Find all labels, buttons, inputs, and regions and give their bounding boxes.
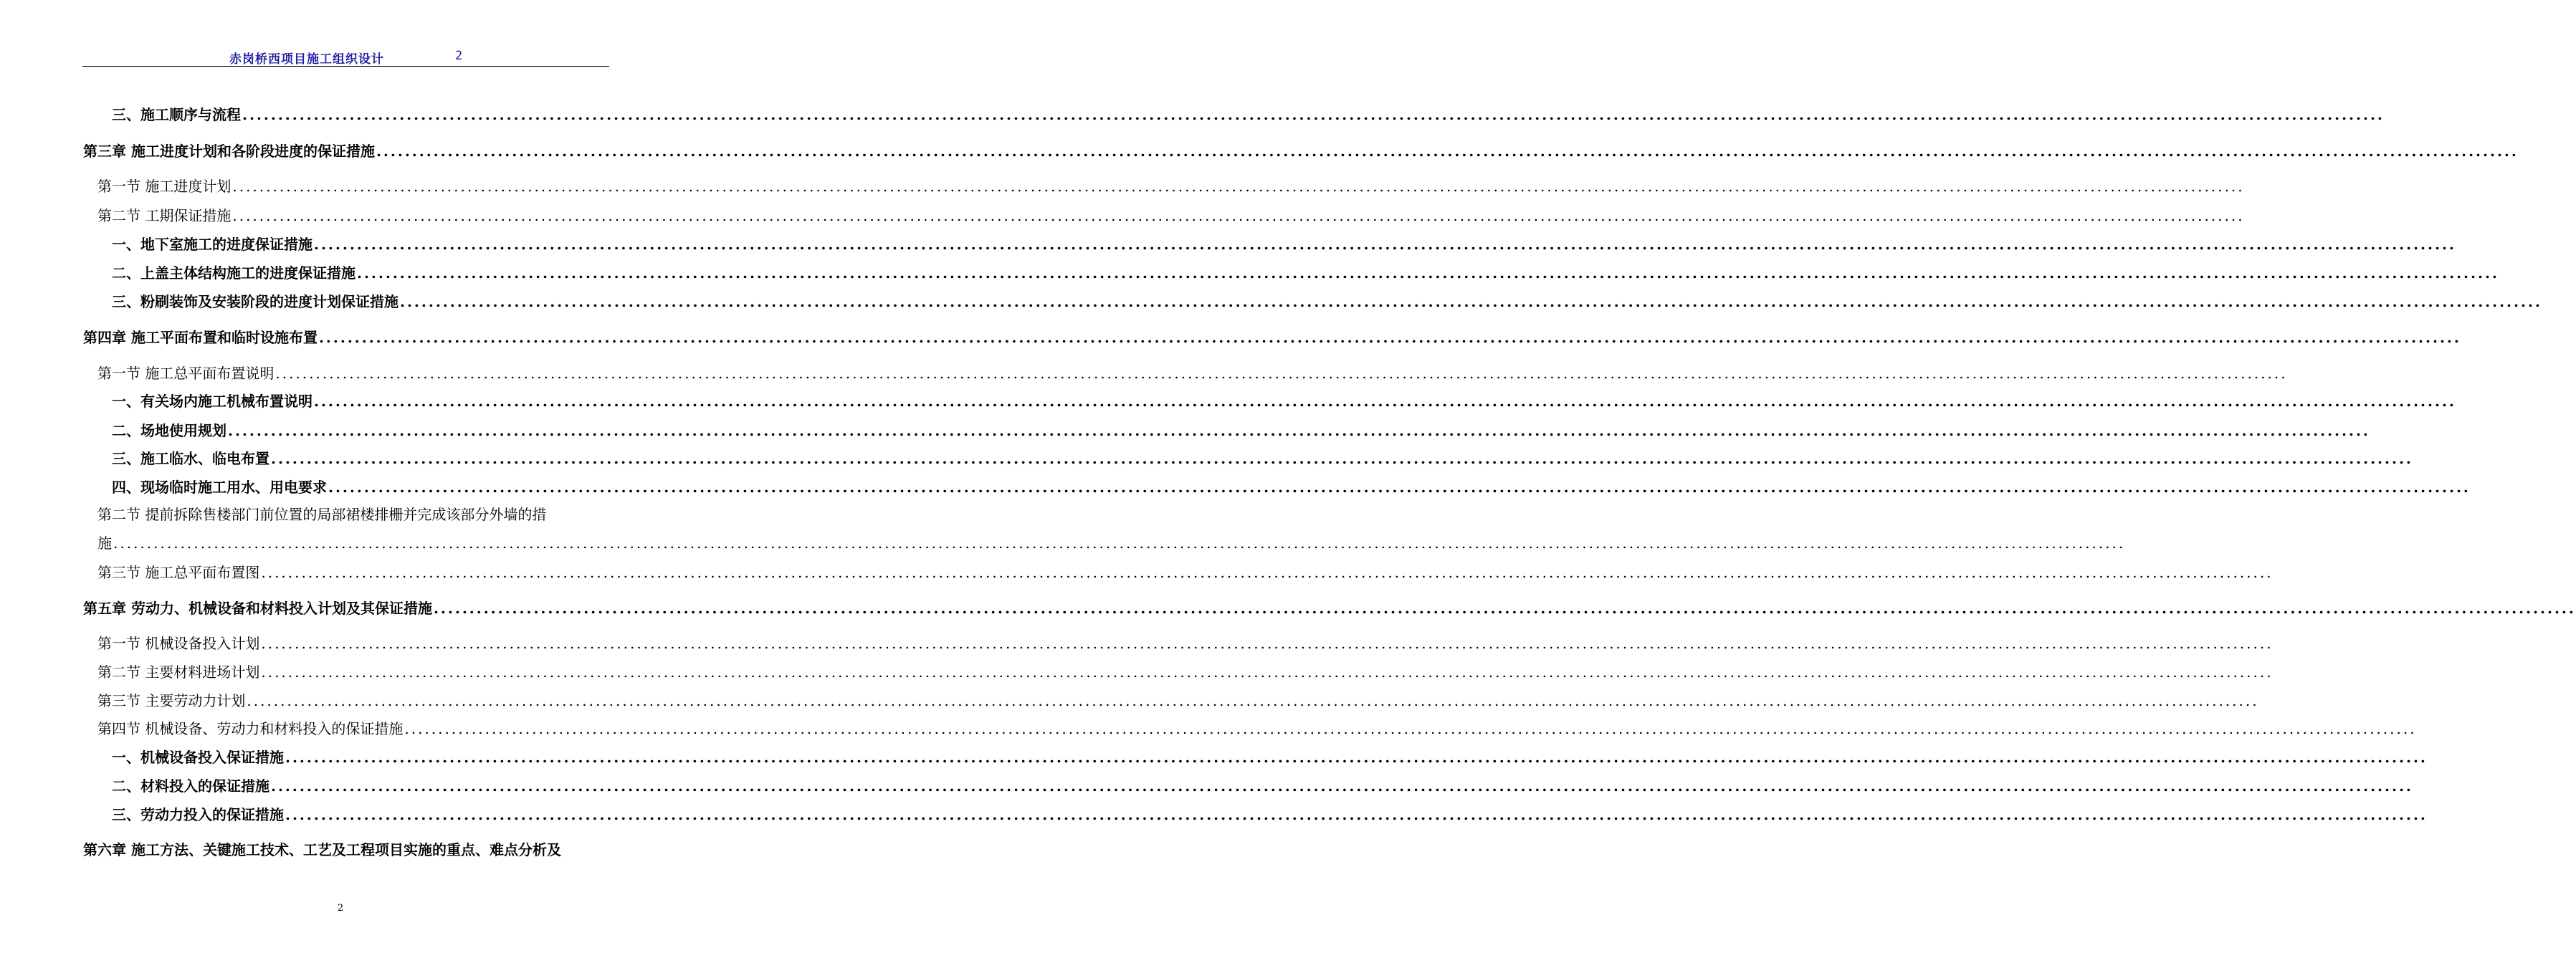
header-page-number: 2 — [455, 49, 463, 63]
toc-entry[interactable] — [112, 805, 2428, 825]
toc-entry[interactable] — [112, 105, 2385, 125]
toc-entry-title: 一、有关场内施工机械布置说明 — [112, 393, 313, 410]
toc-entry-title: 第二节 主要材料进场计划 — [97, 663, 260, 681]
toc-entry-title: 三、劳动力投入的保证措施 — [112, 806, 284, 823]
toc-entry[interactable] — [112, 391, 2456, 411]
toc-entry-title: 三、施工顺序与流程 — [112, 106, 241, 123]
toc-entry[interactable] — [97, 363, 2288, 383]
toc-entry-title: 三、粉刷装饰及安装阶段的进度计划保证措施 — [112, 293, 399, 310]
toc-chapter-six-line: 第六章 施工方法、关键施工技术、工艺及工程项目实施的重点、难点分析及 — [83, 841, 561, 858]
toc-leader-dots: ............................................................................................................................................................................................................................................................................................................ — [314, 393, 2456, 410]
toc-entry[interactable] — [112, 234, 2456, 254]
toc-entry-title: 第二节 工期保证措施 — [97, 207, 232, 224]
toc-entry-title: 二、场地使用规划 — [112, 422, 226, 439]
toc-entry[interactable] — [112, 477, 2471, 497]
toc-entry[interactable] — [83, 598, 2576, 618]
toc-entry-title: 第一节 施工进度计划 — [97, 178, 232, 195]
toc-leader-dots: ............................................................................................................................................................................................................................................................................................................ — [328, 479, 2471, 496]
toc-entry[interactable] — [97, 633, 2274, 653]
toc-leader-dots: ............................................................................................................................................................................................................................................................................................................ — [261, 564, 2274, 581]
toc-leader-dots: ............................................................................................................................................................................................................................................................................................................ — [228, 422, 2370, 439]
toc-entry[interactable] — [83, 141, 2519, 161]
toc-entry[interactable] — [97, 206, 2245, 226]
toc-entry[interactable] — [97, 662, 2274, 682]
toc-leader-dots: ............................................................................................................................................................................................................................................................................................................ — [271, 450, 2413, 467]
toc-entry-title: 第三节 施工总平面布置图 — [97, 564, 260, 581]
toc-leader-dots: ............................................................................................................................................................................................................................................................................................................ — [113, 535, 2126, 552]
toc-entry-wrapped-first-line: 第二节 提前拆除售楼部门前位置的局部裙楼排栅并完成该部分外墙的措 — [97, 506, 547, 523]
toc-leader-dots: ............................................................................................................................................................................................................................................................................................................ — [433, 600, 2576, 617]
toc-leader-dots: ............................................................................................................................................................................................................................................................................................................ — [232, 207, 2245, 224]
toc-entry-title: 第三节 主要劳动力计划 — [97, 692, 246, 709]
toc-entry[interactable] — [97, 176, 2245, 196]
toc-entry-title: 第四节 机械设备、劳动力和材料投入的保证措施 — [97, 720, 404, 737]
toc-leader-dots: ............................................................................................................................................................................................................................................................................................................ — [404, 720, 2417, 737]
toc-entry[interactable] — [83, 327, 2461, 348]
page-header — [82, 47, 609, 67]
toc-entry-title: 三、施工临水、临电布置 — [112, 450, 269, 467]
toc-leader-dots: ............................................................................................................................................................................................................................................................................................................ — [376, 143, 2519, 160]
toc-leader-dots: ............................................................................................................................................................................................................................................................................................................ — [261, 663, 2274, 681]
toc-entry[interactable] — [97, 691, 2259, 711]
toc-leader-dots: ............................................................................................................................................................................................................................................................................................................ — [400, 293, 2542, 310]
toc-entry[interactable] — [97, 533, 2126, 553]
toc-leader-dots: ............................................................................................................................................................................................................................................................................................................ — [247, 692, 2259, 709]
toc-entry[interactable] — [97, 719, 2417, 739]
toc-entry-title: 四、现场临时施工用水、用电要求 — [112, 479, 327, 496]
toc-leader-dots: ............................................................................................................................................................................................................................................................................................................ — [285, 749, 2428, 766]
toc-entry[interactable] — [112, 449, 2413, 469]
toc-leader-dots: ............................................................................................................................................................................................................................................................................................................ — [232, 178, 2245, 195]
page-footer-number: 2 — [337, 903, 344, 914]
toc-leader-dots: ............................................................................................................................................................................................................................................................................................................ — [271, 777, 2413, 795]
toc-leader-dots: ............................................................................................................................................................................................................................................................................................................ — [285, 806, 2428, 823]
toc-entry[interactable] — [97, 562, 2274, 583]
toc-entry[interactable] — [112, 263, 2499, 283]
toc-entry[interactable] — [112, 776, 2413, 796]
header-title: 赤岗桥西项目施工组织设计 — [229, 52, 384, 67]
toc-leader-dots: ............................................................................................................................................................................................................................................................................................................ — [357, 264, 2499, 282]
toc-entry-title: 二、材料投入的保证措施 — [112, 777, 269, 795]
toc-entry-title: 施 — [97, 535, 112, 552]
toc-entry-title: 一、地下室施工的进度保证措施 — [112, 236, 313, 253]
toc-entry-title: 第三章 施工进度计划和各阶段进度的保证措施 — [83, 143, 375, 160]
toc-entry[interactable] — [112, 421, 2370, 441]
toc-entry-title: 二、上盖主体结构施工的进度保证措施 — [112, 264, 356, 282]
toc-entry-title: 一、机械设备投入保证措施 — [112, 749, 284, 766]
toc-leader-dots: ............................................................................................................................................................................................................................................................................................................ — [242, 106, 2385, 123]
toc-leader-dots: ............................................................................................................................................................................................................................................................................................................ — [314, 236, 2456, 253]
toc-entry[interactable] — [112, 292, 2542, 312]
toc-leader-dots: ............................................................................................................................................................................................................................................................................................................ — [261, 635, 2274, 652]
toc-leader-dots: ............................................................................................................................................................................................................................................................................................................ — [318, 329, 2461, 346]
toc-entry-title: 第一节 机械设备投入计划 — [97, 635, 260, 652]
toc-leader-dots: ............................................................................................................................................................................................................................................................................................................ — [275, 365, 2288, 382]
toc-entry-title: 第四章 施工平面布置和临时设施布置 — [83, 329, 318, 346]
toc-entry[interactable] — [112, 747, 2428, 767]
toc-entry-title: 第五章 劳动力、机械设备和材料投入计划及其保证措施 — [83, 600, 432, 617]
toc-entry-title: 第一节 施工总平面布置说明 — [97, 365, 275, 382]
